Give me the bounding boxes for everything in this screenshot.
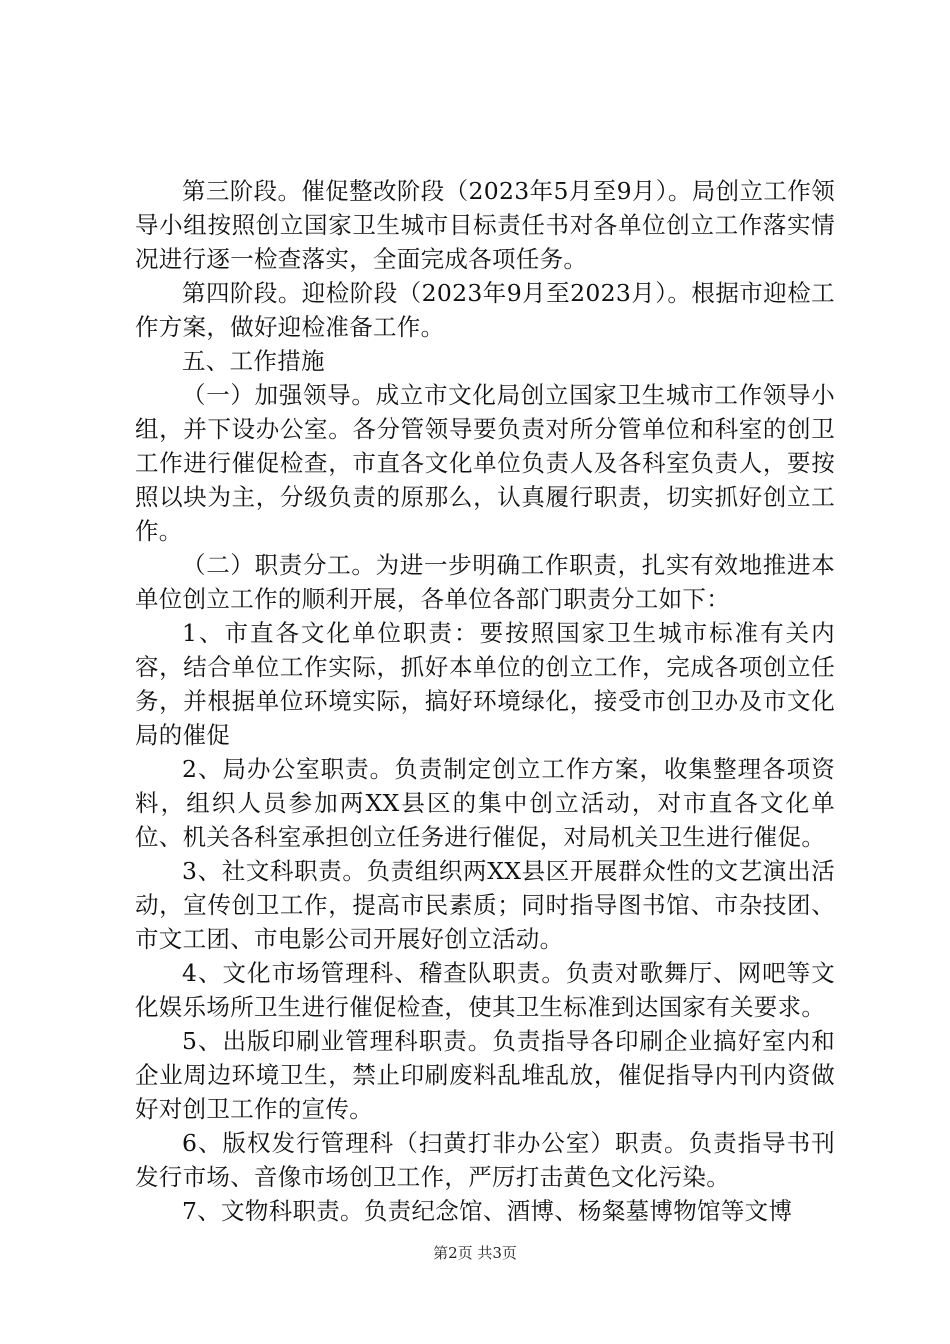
paragraph-duty-7: 7、文物科职责。负责纪念馆、酒博、杨粲墓博物馆等文博 (182, 1197, 793, 1225)
paragraph-leadership: （一）加强领导。成立市文化局创立国家卫生城市工作领导小组，并下设办公室。各分管领导要负责对所分管单位和科室的创卫工作进行催促检查，市直各文化单位负责人及各科室负责人，要按照以块为主，分级负责的原那么，认真履行职责，切实抓好创立工作。 (135, 381, 835, 545)
page-number-footer: 第2页 共3页 (433, 1244, 517, 1262)
section-heading-measures: 五、工作措施 (182, 347, 325, 375)
paragraph-division-of-duties: （二）职责分工。为进一步明确工作职责，扎实有效地推进本单位创立工作的顺利开展，各单位各部门职责分工如下： (135, 551, 835, 613)
document-body (135, 174, 835, 1228)
paragraph-duty-1: 1、市直各文化单位职责：要按照国家卫生城市标准有关内容，结合单位工作实际，抓好本单位的创立工作，完成各项创立任务，并根据单位环境实际，搞好环境绿化，接受市创卫办及市文化局的催促 (135, 619, 835, 749)
paragraph-duty-6: 6、版权发行管理科（扫黄打非办公室）职责。负责指导书刊发行市场、音像市场创卫工作，严厉打击黄色文化污染。 (135, 1129, 835, 1191)
paragraph-duty-2: 2、局办公室职责。负责制定创立工作方案，收集整理各项资料，组织人员参加两XX县区的集中创立活动，对市直各文化单位、机关各科室承担创立任务进行催促，对局机关卫生进行催促。 (135, 755, 835, 851)
paragraph-stage-four: 第四阶段。迎检阶段（2023年9月至2023月）。根据市迎检工作方案，做好迎检准备工作。 (135, 279, 835, 341)
paragraph-duty-4: 4、文化市场管理科、稽查队职责。负责对歌舞厅、网吧等文化娱乐场所卫生进行催促检查，使其卫生标准到达国家有关要求。 (135, 959, 835, 1021)
paragraph-duty-5: 5、出版印刷业管理科职责。负责指导各印刷企业搞好室内和企业周边环境卫生，禁止印刷废料乱堆乱放，催促指导内刊内资做好对创卫工作的宣传。 (135, 1027, 835, 1123)
paragraph-duty-3: 3、社文科职责。负责组织两XX县区开展群众性的文艺演出活动，宣传创卫工作，提高市民素质；同时指导图书馆、市杂技团、市文工团、市电影公司开展好创立活动。 (135, 857, 835, 953)
paragraph-stage-three: 第三阶段。催促整改阶段（2023年5月至9月）。局创立工作领导小组按照创立国家卫生城市目标责任书对各单位创立工作落实情况进行逐一检查落实，全面完成各项任务。 (135, 177, 835, 273)
